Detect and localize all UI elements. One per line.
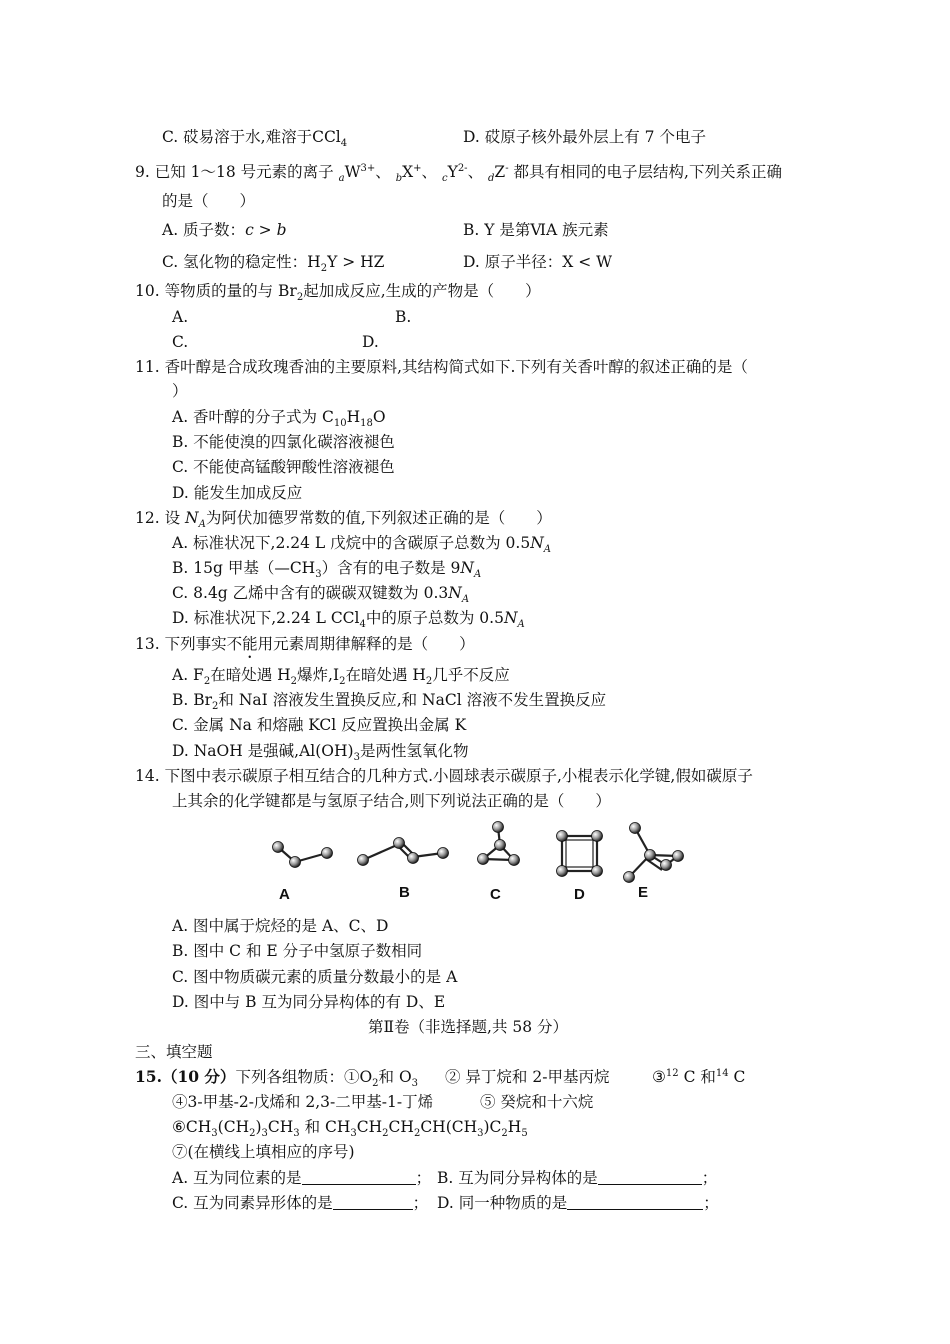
carbon-structures-figure [260,815,700,910]
q14-option-c: C. 图中物质碳元素的质量分数最小的是 A [172,968,458,986]
q11-option-a: A. 香叶醇的分子式为 $C_{10}H_{18}O$ [172,408,386,430]
q15-item-3: ③$^{12}$ C 和$^{14}$ C [652,1067,746,1086]
q12-option-a: A. 标准状况下,2.24 L 戊烷中的含碳原子总数为 $0.5N_A$ [172,534,552,556]
q11-option-b: B. 不能使溴的四氯化碳溶液褪色 [172,433,395,451]
q11-option-c: C. 不能使高锰酸钾酸性溶液褪色 [172,458,395,476]
q14-option-b: B. 图中 C 和 E 分子中氢原子数相同 [172,942,423,960]
q9-stem-2: 的是（ ） [162,192,256,210]
q13-stem: 13. 下列事实不能用元素周期律解释的是（ ） [135,635,475,653]
q12-option-c: C. 8.4g 乙烯中含有的碳碳双键数为 $0.3N_A$ [172,584,470,606]
q12-option-b: B. 15g 甲基$(—CH_3)$含有的电子数是 $9N_A$ [172,559,482,581]
figure-label-e: E [638,884,649,901]
q15-answer-b-row: B. 互为同分异构体的是 ； [437,1169,718,1187]
q8-option-d: D. 砹原子核外最外层上有 7 个电子 [463,128,706,146]
q15-item-6: $⑥CH_3(CH_2)_3CH_3$ 和 $CH_3CH_2CH_2CH(CH_3)C_2H_5$ [172,1118,528,1140]
q13-option-d: D. NaOH 是强碱$,Al(OH)_3$是两性氢氧化物 [172,742,469,764]
q9-stem: 9. 已知 1～18 号元素的离子 $_aW^{3+}$、 $_b$X+、 $_cY^{2-}$、 $_d$Z- 都具有相同的电子层结构,下列关系正确 [135,162,782,185]
q9-option-c: C. 氢化物的稳定性：$H_2Y$ > HZ [162,253,385,275]
q15-answer-d-blank[interactable] [567,1193,703,1210]
q15-stem: 15.（10 分）下列各组物质：$①O_2$和 $O_3$ [135,1067,419,1090]
q10-option-a: A. [172,308,189,326]
q11-stem: 11. 香叶醇是合成玫瑰香油的主要原料,其结构简式如下.下列有关香叶醇的叙述正确的是（ [135,358,748,376]
q10-option-d: D. [362,333,379,351]
section3-heading: 三、填空题 [135,1043,213,1061]
q9-option-a: A. 质子数：c > b [162,221,287,239]
q15-answer-c-row: C. 互为同素异形体的是 ； [172,1194,429,1212]
q15-item-2: ② 异丁烷和 2-甲基丙烷 [445,1068,610,1086]
q11-option-d: D. 能发生加成反应 [172,484,303,502]
q15-answer-d-row: D. 同一种物质的是 ； [437,1194,719,1212]
q10-option-c: C. [172,333,189,351]
q15-item-4: ④3-甲基-2-戊烯和 2,3-二甲基-1-丁烯 [172,1093,434,1111]
q10-stem: 10. 等物质的量的与 $Br_2$起加成反应,生成的产物是（ ） [135,282,541,304]
q14-option-d: D. 图中与 B 互为同分异构体的有 D、E [172,993,446,1011]
q14-option-a: A. 图中属于烷烃的是 A、C、D [172,917,389,935]
figure-label-b: B [399,884,410,901]
q15-answer-a-row: A. 互为同位素的是 ； [172,1169,432,1187]
q8-option-c: C. 砹易溶于水,难溶于CCl$_4$ [162,128,348,150]
q9-option-d: D. 原子半径：X < W [463,253,613,271]
q15-item-5: ⑤ 癸烷和十六烷 [480,1093,594,1111]
part2-heading: 第Ⅱ卷（非选择题,共 58 分） [368,1018,569,1036]
q12-option-d: D. 标准状况下,2.24 L CCl$_4$中的原子总数为 $0.5N_A$ [172,609,525,631]
figure-label-c: C [490,886,501,903]
q15-item-7: ⑦(在横线上填相应的序号) [172,1143,355,1161]
q10-option-b: B. [395,308,412,326]
q13-option-b: B. $Br_2$和 NaI 溶液发生置换反应,和 NaCl 溶液不发生置换反应 [172,691,607,713]
figure-label-a: A [279,886,290,903]
q13-option-c: C. 金属 Na 和熔融 KCl 反应置换出金属 K [172,716,467,734]
q13-option-a: A. $F_2$在暗处遇 $H_2$爆炸$,I_2$在暗处遇 $H_2$几乎不反应 [172,666,510,688]
q9-option-b: B. Y 是第ⅥA 族元素 [463,221,609,239]
q15-answer-b-blank[interactable] [598,1168,702,1185]
q11-stem-2: ） [172,382,188,400]
q15-answer-a-blank[interactable] [302,1168,416,1185]
q12-stem: 12. 设 $N_A$为阿伏加德罗常数的值,下列叙述正确的是（ ） [135,509,552,531]
structure-d [562,836,597,871]
figure-label-d: D [574,886,585,903]
q14-stem: 14. 下图中表示碳原子相互结合的几种方式.小圆球表示碳原子,小棍表示化学键,假如碳原子 [135,767,753,785]
structure-a [278,847,327,862]
q14-stem-2: 上其余的化学键都是与氢原子结合,则下列说法正确的是（ ） [172,792,611,810]
q15-answer-c-blank[interactable] [333,1193,413,1210]
